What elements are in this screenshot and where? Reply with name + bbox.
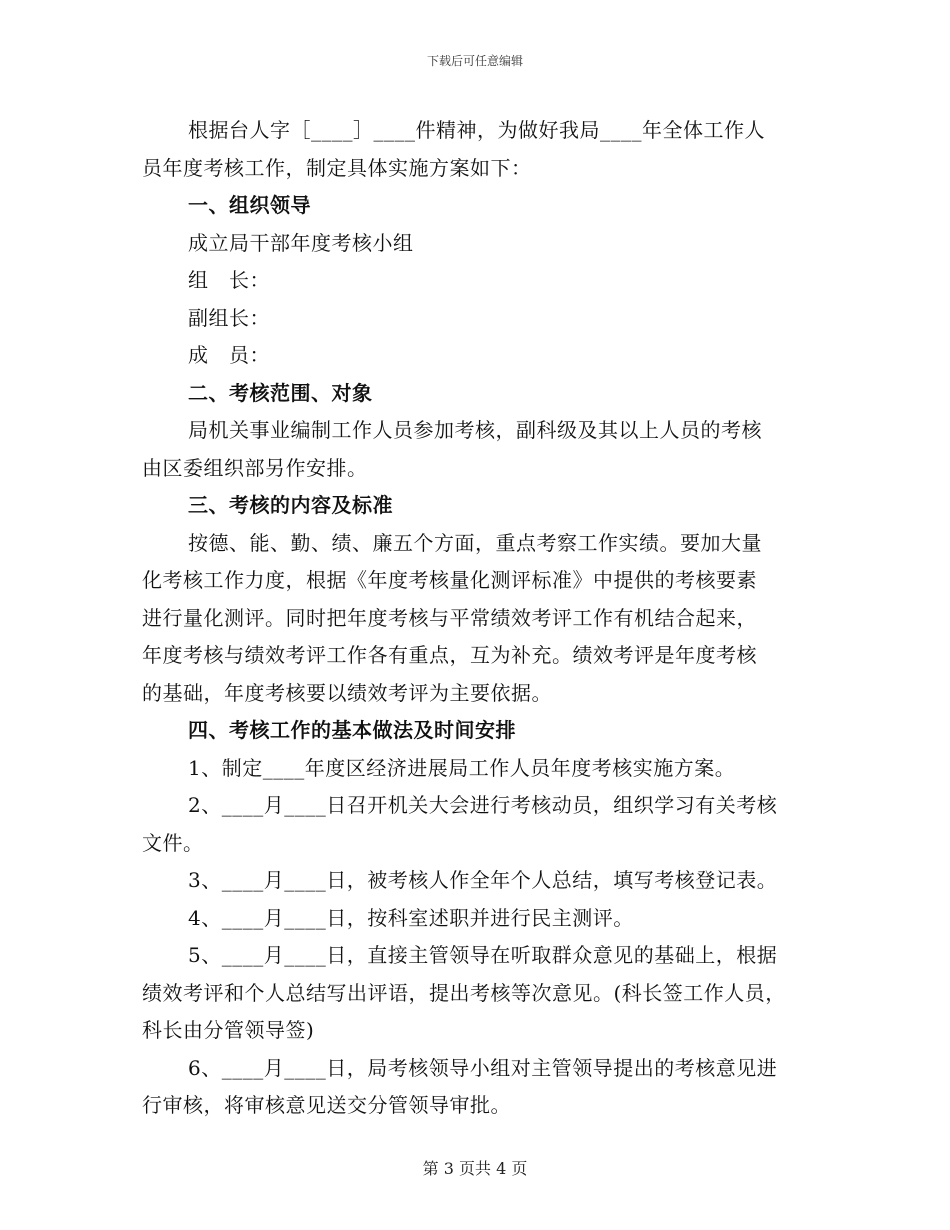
paragraph-line: 文件。 xyxy=(142,830,204,855)
paragraph-line: 组 长： xyxy=(188,268,270,292)
paragraph-line: 6、____月____日，局考核领导小组对主管领导提出的考核意见进 xyxy=(188,1055,778,1080)
document-body xyxy=(0,112,950,1125)
paragraph-line: 科长由分管领导签) xyxy=(142,1018,315,1042)
paragraph-line: 按德、能、勤、绩、廉五个方面，重点考察工作实绩。要加大量 xyxy=(188,530,762,555)
paragraph-line: 4、____月____日，按科室述职并进行民主测评。 xyxy=(188,905,634,930)
section-heading: 三、考核的内容及标准 xyxy=(188,493,393,517)
paragraph-line: 化考核工作力度，根据《年度考核量化测评标准》中提供的考核要素 xyxy=(142,568,757,592)
paragraph-line: 2、____月____日召开机关大会进行考核动员，组织学习有关考核 xyxy=(188,793,778,817)
paragraph-line: 年度考核与绩效考评工作各有重点，互为补充。绩效考评是年度考核 xyxy=(142,643,757,667)
section-heading: 二、考核范围、对象 xyxy=(188,380,373,405)
section-heading: 四、考核工作的基本做法及时间安排 xyxy=(188,718,516,742)
paragraph-line: 副组长： xyxy=(188,305,270,330)
paragraph-line: 1、制定____年度区经济进展局工作人员年度考核实施方案。 xyxy=(188,755,736,780)
paragraph-line: 员年度考核工作，制定具体实施方案如下： xyxy=(142,155,532,180)
paragraph-line: 绩效考评和个人总结写出评语，提出考核等次意见。(科长签工作人员， xyxy=(142,980,786,1005)
paragraph-line: 局机关事业编制工作人员参加考核，副科级及其以上人员的考核 xyxy=(188,418,762,442)
paragraph-line: 的基础，年度考核要以绩效考评为主要依据。 xyxy=(142,680,552,705)
page-footer: 第 3 页共 4 页 xyxy=(422,1159,528,1178)
paragraph-line: 进行量化测评。同时把年度考核与平常绩效考评工作有机结合起来， xyxy=(142,605,757,630)
paragraph-line: 行审核，将审核意见送交分管领导审批。 xyxy=(142,1093,511,1117)
paragraph-line: 成立局干部年度考核小组 xyxy=(188,230,414,255)
section-heading: 一、组织领导 xyxy=(188,193,311,217)
paragraph-line: 3、____月____日，被考核人作全年个人总结，填写考核登记表。 xyxy=(188,868,778,892)
page-header: 下载后可任意编辑 xyxy=(426,54,523,68)
paragraph-line: 成 员： xyxy=(188,343,270,367)
paragraph-line: 5、____月____日，直接主管领导在听取群众意见的基础上，根据 xyxy=(188,943,778,967)
paragraph-line: 由区委组织部另作安排。 xyxy=(142,455,368,480)
paragraph-line: 根据台人字［____］____件精神，为做好我局____年全体工作人 xyxy=(188,118,765,142)
